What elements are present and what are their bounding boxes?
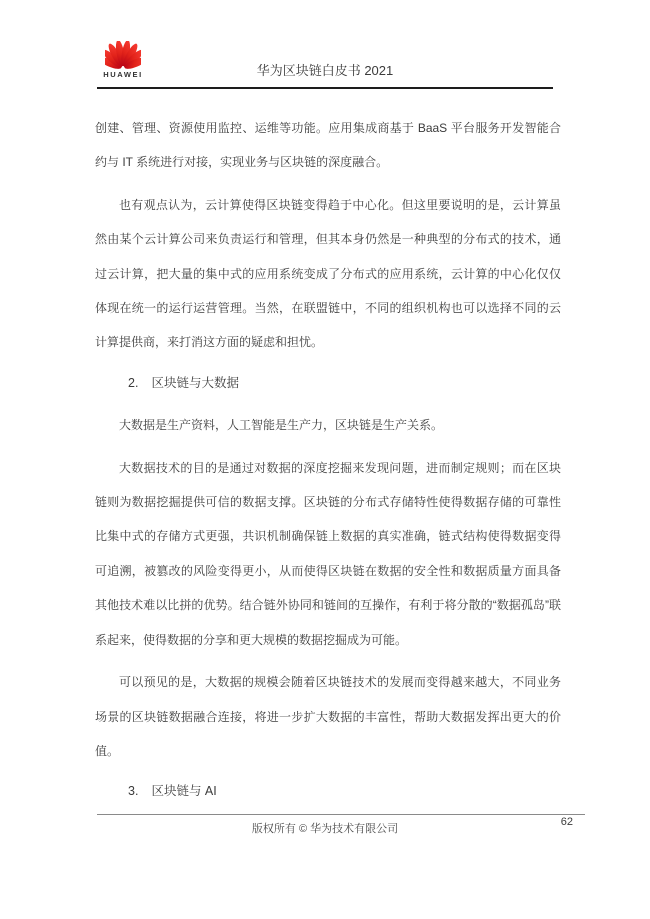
section-title: 区块链与 AI (151, 784, 217, 799)
section-number: 2. (128, 375, 139, 390)
copyright-text: 版权所有 © 华为技术有限公司 (251, 823, 399, 835)
huawei-wordmark: HUAWEI (103, 70, 143, 79)
header-rule (97, 87, 553, 89)
footer-rule (97, 814, 585, 815)
page-body (95, 111, 561, 809)
section-heading-blockchain-bigdata (95, 366, 561, 400)
section-title: 区块链与大数据 (151, 375, 239, 390)
paragraph-cloud-centralization: 也有观点认为，云计算使得区块链变得趋于中心化。但这里要说明的是，云计算虽然由某个云计算公司来负责运行和管理，但其本身仍然是一种典型的分布式的技术，通过云计算，把大量的集中式的应用系统变成了分布式的应用系统，云计算的中心化仅仅体现在统一的运行运营管理。当然，在联盟链中，不同的组织机构也可以选择不同的云计算提供商，来打消这方面的疑虑和担忧。 (95, 197, 561, 350)
paragraph-baas-continuation: 创建、管理、资源使用监控、运维等功能。应用集成商基于 BaaS 平台服务开发智能合约与 IT 系统进行对接，实现业务与区块链的深度融合。 (95, 121, 561, 170)
section-number: 3. (128, 784, 139, 799)
paragraph-bigdata-mining: 大数据技术的目的是通过对数据的深度挖掘来发现问题，进而制定规则；而在区块链则为数据挖掘提供可信的数据支撑。区块链的分布式存储特性使得数据存储的可靠性比集中式的存储方式更强，共识机制确保链上数据的真实准确，链式结构使得数据变得可追溯，被篡改的风险变得更小，从而使得区块链在数据的安全性和数据质量方面具备其他技术难以比拼的优势。结合链外协同和链间的互操作，有利于将分散的“数据孤岛”联系起来，使得数据的分享和更大规模的数据挖掘成为可能。 (95, 460, 561, 647)
paragraph-production-relations: 大数据是生产资料，人工智能是生产力，区块链是生产关系。 (119, 418, 444, 433)
page-number: 62 (560, 816, 573, 828)
paragraph-bigdata-outlook: 可以预见的是，大数据的规模会随着区块链技术的发展而变得越来越大，不同业务场景的区块链数据融合连接，将进一步扩大数据的丰富性，帮助大数据发挥出更大的价值。 (95, 675, 561, 758)
section-heading-blockchain-ai (95, 774, 561, 808)
document-title: 华为区块链白皮书 2021 (256, 63, 394, 78)
